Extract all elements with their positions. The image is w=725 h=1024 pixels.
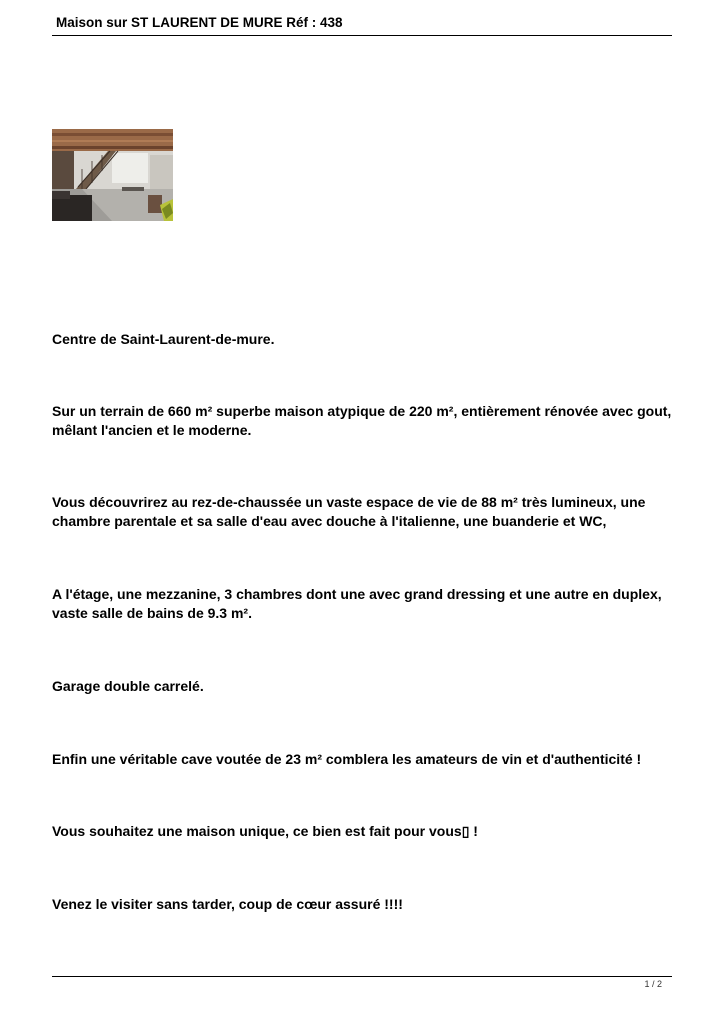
page-number: 1 / 2 (644, 979, 662, 989)
paragraph-location: Centre de Saint-Laurent-de-mure. (52, 331, 275, 347)
paragraph-ground-floor: Vous découvrirez au rez-de-chaussée un vaste espace de vie de 88 m² très lumineux, une chambre parentale et sa salle d'eau avec douche à l'italienne, une buanderie et WC, (52, 494, 646, 529)
header-title: Maison sur ST LAURENT DE MURE Réf : 438 (56, 15, 343, 30)
paragraph-visit: Venez le visiter sans tarder, coup de cœur assuré !!!! (52, 896, 403, 912)
interior-photo-icon (52, 129, 173, 221)
house-interior-photo (52, 129, 173, 221)
paragraph-unique: Vous souhaitez une maison unique, ce bien est fait pour vous▯ ! (52, 823, 478, 839)
paragraph-cellar: Enfin une véritable cave voutée de 23 m² comblera les amateurs de vin et d'authenticité ! (52, 751, 642, 767)
paragraph-upstairs: A l'étage, une mezzanine, 3 chambres dont une avec grand dressing et une autre en duplex, vaste salle de bains de 9.3 m². (52, 586, 662, 621)
paragraph-garage: Garage double carrelé. (52, 678, 204, 694)
paragraph-terrain: Sur un terrain de 660 m² superbe maison atypique de 220 m², entièrement rénovée avec gout, mêlant l'ancien et le moderne. (52, 403, 672, 438)
footer-rule (52, 976, 672, 977)
header-rule (52, 35, 672, 36)
